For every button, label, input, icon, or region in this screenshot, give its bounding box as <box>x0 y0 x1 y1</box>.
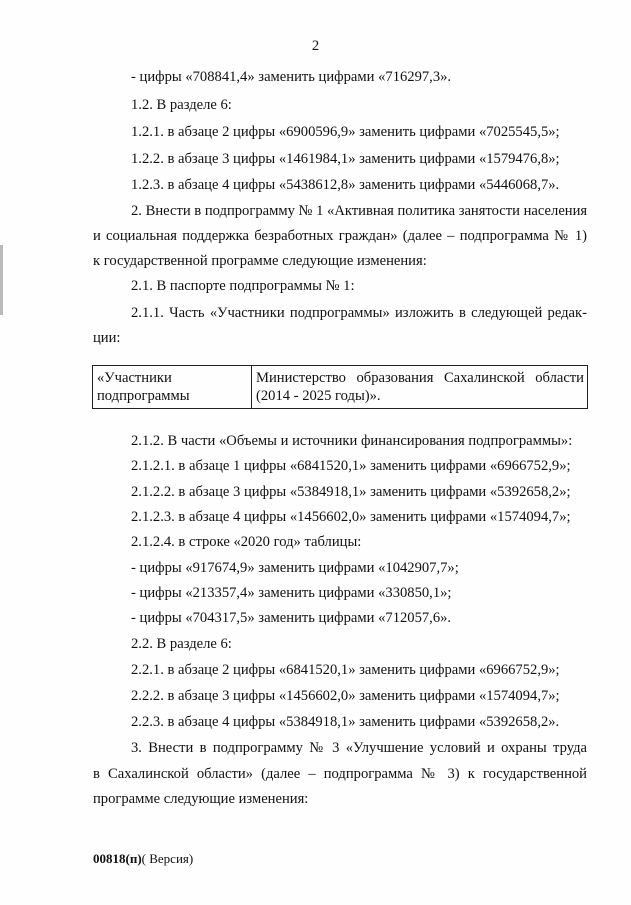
page-number: 2 <box>311 38 320 54</box>
table-row <box>93 366 588 409</box>
text-line: 1.2.1. в абзаце 2 цифры «6900596,9» заменить цифрами «7025545,5»; <box>131 124 560 140</box>
document-code: 00818(п) <box>93 851 142 866</box>
paragraph-line: и социальная поддержка безработных граждан» (далее – подпрограмма № 1) <box>93 228 587 244</box>
paragraph-line: 2.1.1. Часть «Участники подпрограммы» изложить в следующей редак- <box>131 305 587 321</box>
text-line: - цифры «917674,9» заменить цифрами «1042907,7»; <box>131 560 459 576</box>
text-line: 2.1.2.3. в абзаце 4 цифры «1456602,0» заменить цифрами «1574094,7»; <box>131 509 571 525</box>
text-line: 1.2. В разделе 6: <box>131 97 232 113</box>
document-version: ( Версия) <box>141 851 194 866</box>
text-line: 2.1. В паспорте подпрограммы № 1: <box>131 278 355 294</box>
cell-line: подпрограммы <box>97 388 190 404</box>
cell-line: «Участники <box>97 370 172 386</box>
text-line: - цифры «704317,5» заменить цифрами «712057,6». <box>131 610 452 626</box>
scan-edge-mark <box>0 245 3 315</box>
paragraph-line: 3. Внести в подпрограмму № 3 «Улучшение условий и охраны труда <box>131 740 587 756</box>
text-line: 1.2.3. в абзаце 4 цифры «5438612,8» заменить цифрами «5446068,7». <box>131 177 560 193</box>
paragraph-line: к государственной программе следующие изменения: <box>93 253 427 269</box>
paragraph-line: ции: <box>93 330 121 346</box>
text-line: 2.2. В разделе 6: <box>131 636 232 652</box>
text-line: - цифры «708841,4» заменить цифрами «716297,3». <box>131 69 452 85</box>
text-line: 2.1.2.1. в абзаце 1 цифры «6841520,1» заменить цифрами «6966752,9»; <box>131 458 571 474</box>
participants-table <box>92 365 588 409</box>
text-line: 2.1.2.4. в строке «2020 год» таблицы: <box>131 534 362 550</box>
table-cell-value <box>252 366 588 409</box>
paragraph-line: 2. Внести в подпрограмму № 1 «Активная политика занятости населения <box>131 203 588 219</box>
text-line: 2.2.2. в абзаце 3 цифры «1456602,0» заменить цифрами «1574094,7»; <box>131 688 560 704</box>
paragraph-line: программе следующие изменения: <box>93 791 309 807</box>
cell-line: Министерство образования Сахалинской области <box>256 370 584 386</box>
text-line: 2.2.3. в абзаце 4 цифры «5384918,1» заменить цифрами «5392658,2». <box>131 714 560 730</box>
document-footer <box>93 851 193 867</box>
text-line: 2.2.1. в абзаце 2 цифры «6841520,1» заменить цифрами «6966752,9»; <box>131 662 560 678</box>
cell-line: (2014 - 2025 годы)». <box>256 388 381 404</box>
paragraph-line: в Сахалинской области» (далее – подпрограмма № 3) к государственной <box>93 766 587 782</box>
text-line: 2.1.2.2. в абзаце 3 цифры «5384918,1» заменить цифрами «5392658,2»; <box>131 484 571 500</box>
text-line: 1.2.2. в абзаце 3 цифры «1461984,1» заменить цифрами «1579476,8»; <box>131 151 560 167</box>
text-line: - цифры «213357,4» заменить цифрами «330850,1»; <box>131 585 452 601</box>
table-cell-label <box>93 366 252 409</box>
text-line: 2.1.2. В части «Объемы и источники финансирования подпрограммы»: <box>131 433 573 449</box>
